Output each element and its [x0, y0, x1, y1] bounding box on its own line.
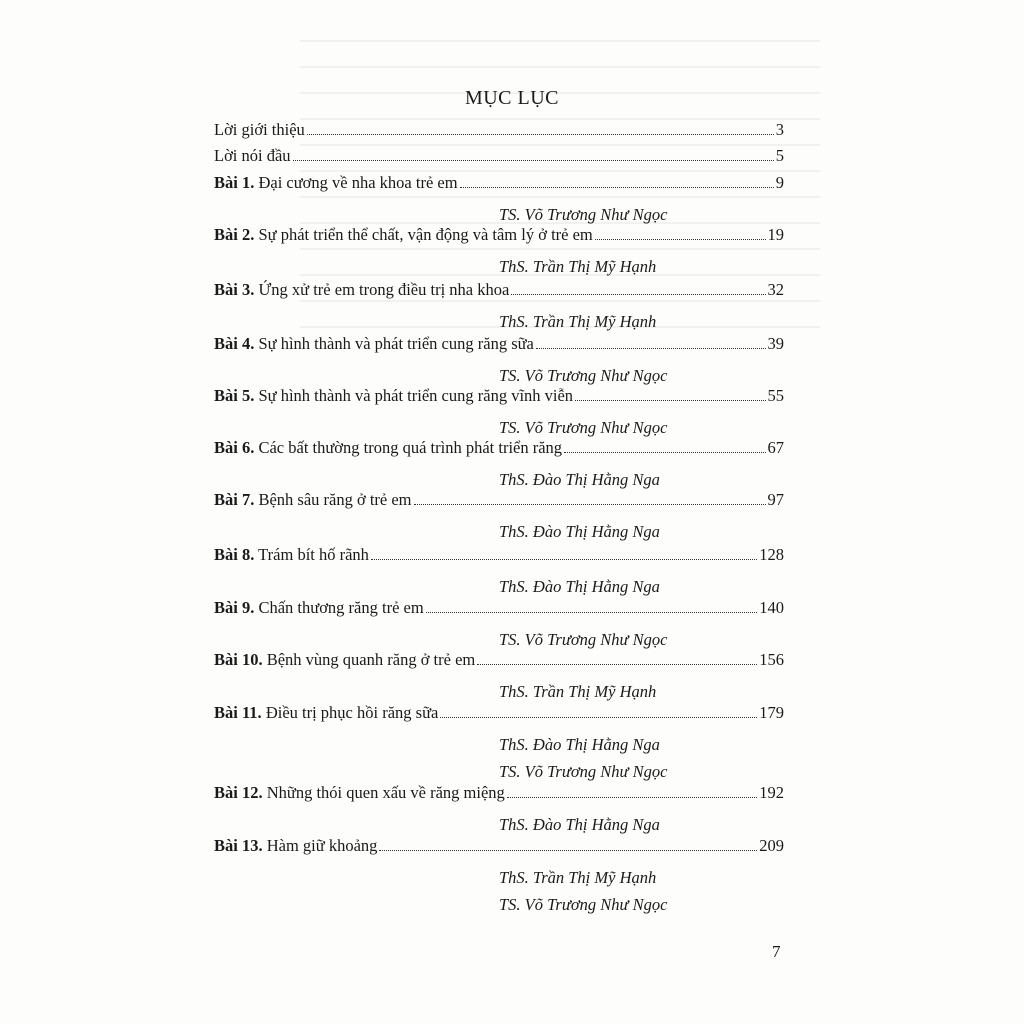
toc-lesson-title: Lời giới thiệu [214, 120, 305, 139]
toc-lesson-title: Trám bít hố rãnh [254, 545, 369, 564]
toc-lesson-title: Đại cương về nha khoa trẻ em [254, 173, 458, 192]
toc-entry-title [214, 280, 509, 300]
toc-lesson-number: Bài 2. [214, 225, 255, 244]
toc-author: ThS. Đào Thị Hằng Nga [499, 815, 660, 834]
dot-leader [414, 504, 766, 505]
toc-author: ThS. Trần Thị Mỹ Hạnh [499, 682, 657, 701]
toc-author: TS. Võ Trương Như Ngọc [499, 205, 668, 224]
toc-lesson-title: Các bất thường trong quá trình phát triển răng [254, 438, 563, 457]
dot-leader [440, 717, 757, 718]
toc-lesson-title: Sự phát triển thể chất, vận động và tâm lý ở trẻ em [254, 225, 593, 244]
dot-leader [293, 160, 774, 161]
dot-leader [575, 400, 765, 401]
toc-page-number: 5 [775, 146, 784, 165]
toc-author: TS. Võ Trương Như Ngọc [499, 366, 668, 385]
toc-entry-title [214, 438, 562, 458]
toc-lesson-number: Bài 7. [214, 490, 255, 509]
dot-leader [460, 187, 774, 188]
toc-entry [214, 545, 784, 565]
toc-lesson-number: Bài 10. [214, 650, 263, 669]
toc-page-number: 179 [759, 703, 784, 722]
toc-entry [214, 334, 784, 354]
toc-author: TS. Võ Trương Như Ngọc [499, 895, 668, 914]
page-number: 7 [772, 942, 781, 961]
toc-lesson-title: Chấn thương răng trẻ em [254, 598, 424, 617]
toc-entry [214, 386, 784, 406]
toc-entry [214, 650, 784, 670]
toc-author: ThS. Đào Thị Hằng Nga [499, 577, 660, 596]
toc-entry-title [214, 703, 438, 723]
toc-lesson-title: Bệnh vùng quanh răng ở trẻ em [262, 650, 476, 669]
toc-lesson-number: Bài 11. [214, 703, 262, 722]
toc-lesson-title: Điều trị phục hồi răng sữa [261, 703, 439, 722]
toc-author: ThS. Trần Thị Mỹ Hạnh [499, 868, 657, 887]
toc-entry-title [214, 146, 291, 166]
dot-leader [564, 452, 765, 453]
toc-page-number: 140 [759, 598, 784, 617]
toc-lesson-number: Bài 13. [214, 836, 263, 855]
toc-page-number: 39 [767, 334, 784, 353]
toc-entry-title [214, 545, 369, 565]
toc-entry [214, 173, 784, 193]
toc-author: TS. Võ Trương Như Ngọc [499, 762, 668, 781]
toc-lesson-number: Bài 12. [214, 783, 263, 802]
toc-entry [214, 280, 784, 300]
toc-entry-title [214, 598, 424, 618]
toc-entry [214, 120, 784, 140]
toc-author: ThS. Đào Thị Hằng Nga [499, 735, 660, 754]
toc-entry [214, 438, 784, 458]
toc-lesson-title: Sự hình thành và phát triển cung răng sữa [254, 334, 534, 353]
dot-leader [371, 559, 757, 560]
toc-lesson-number: Bài 8. [214, 545, 255, 564]
toc-author: TS. Võ Trương Như Ngọc [499, 418, 668, 437]
toc-lesson-title: Sự hình thành và phát triển cung răng vĩnh viễn [254, 386, 574, 405]
page-title: MỤC LỤC [464, 87, 560, 109]
toc-entry-title [214, 386, 573, 406]
toc-page-number: 3 [775, 120, 784, 139]
toc-entry-title [214, 225, 593, 245]
toc-page-number: 9 [775, 173, 784, 192]
toc-author: ThS. Đào Thị Hằng Nga [499, 522, 660, 541]
toc-page-number: 209 [759, 836, 784, 855]
toc-entry-title [214, 173, 458, 193]
dot-leader [477, 664, 757, 665]
toc-lesson-number: Bài 1. [214, 173, 255, 192]
toc-lesson-title: Lời nói đầu [214, 146, 291, 165]
dot-leader [507, 797, 757, 798]
toc-lesson-title: Bệnh sâu răng ở trẻ em [254, 490, 412, 509]
toc-entry [214, 783, 784, 803]
toc-page-number: 32 [767, 280, 784, 299]
toc-lesson-number: Bài 9. [214, 598, 255, 617]
toc-page-number: 128 [759, 545, 784, 564]
toc-author: ThS. Đào Thị Hằng Nga [499, 470, 660, 489]
toc-lesson-number: Bài 4. [214, 334, 255, 353]
toc-page-number: 19 [767, 225, 784, 244]
toc-lesson-number: Bài 3. [214, 280, 255, 299]
toc-entry-title [214, 334, 534, 354]
toc-lesson-number: Bài 6. [214, 438, 255, 457]
toc-entry [214, 703, 784, 723]
dot-leader [511, 294, 765, 295]
toc-entry [214, 225, 784, 245]
toc-lesson-title: Những thói quen xấu về răng miệng [262, 783, 505, 802]
toc-page-number: 156 [759, 650, 784, 669]
toc-entry-title [214, 836, 377, 856]
dot-leader [536, 348, 766, 349]
toc-entry-title [214, 650, 475, 670]
toc-entry-title [214, 120, 305, 140]
toc-page-number: 192 [759, 783, 784, 802]
toc-page-number: 55 [767, 386, 784, 405]
toc-entry [214, 490, 784, 510]
toc-lesson-title: Hàm giữ khoảng [262, 836, 378, 855]
toc-entry [214, 598, 784, 618]
toc-lesson-number: Bài 5. [214, 386, 255, 405]
dot-leader [595, 239, 766, 240]
toc-entry-title [214, 783, 505, 803]
toc-entry [214, 836, 784, 856]
toc-page-number: 97 [767, 490, 784, 509]
dot-leader [426, 612, 758, 613]
toc-author: ThS. Trần Thị Mỹ Hạnh [499, 257, 657, 276]
dot-leader [379, 850, 757, 851]
dot-leader [307, 134, 774, 135]
toc-author: TS. Võ Trương Như Ngọc [499, 630, 668, 649]
toc-page-number: 67 [767, 438, 784, 457]
toc-entry [214, 146, 784, 166]
toc-lesson-title: Ứng xử trẻ em trong điều trị nha khoa [254, 280, 510, 299]
toc-author: ThS. Trần Thị Mỹ Hạnh [499, 312, 657, 331]
toc-entry-title [214, 490, 412, 510]
